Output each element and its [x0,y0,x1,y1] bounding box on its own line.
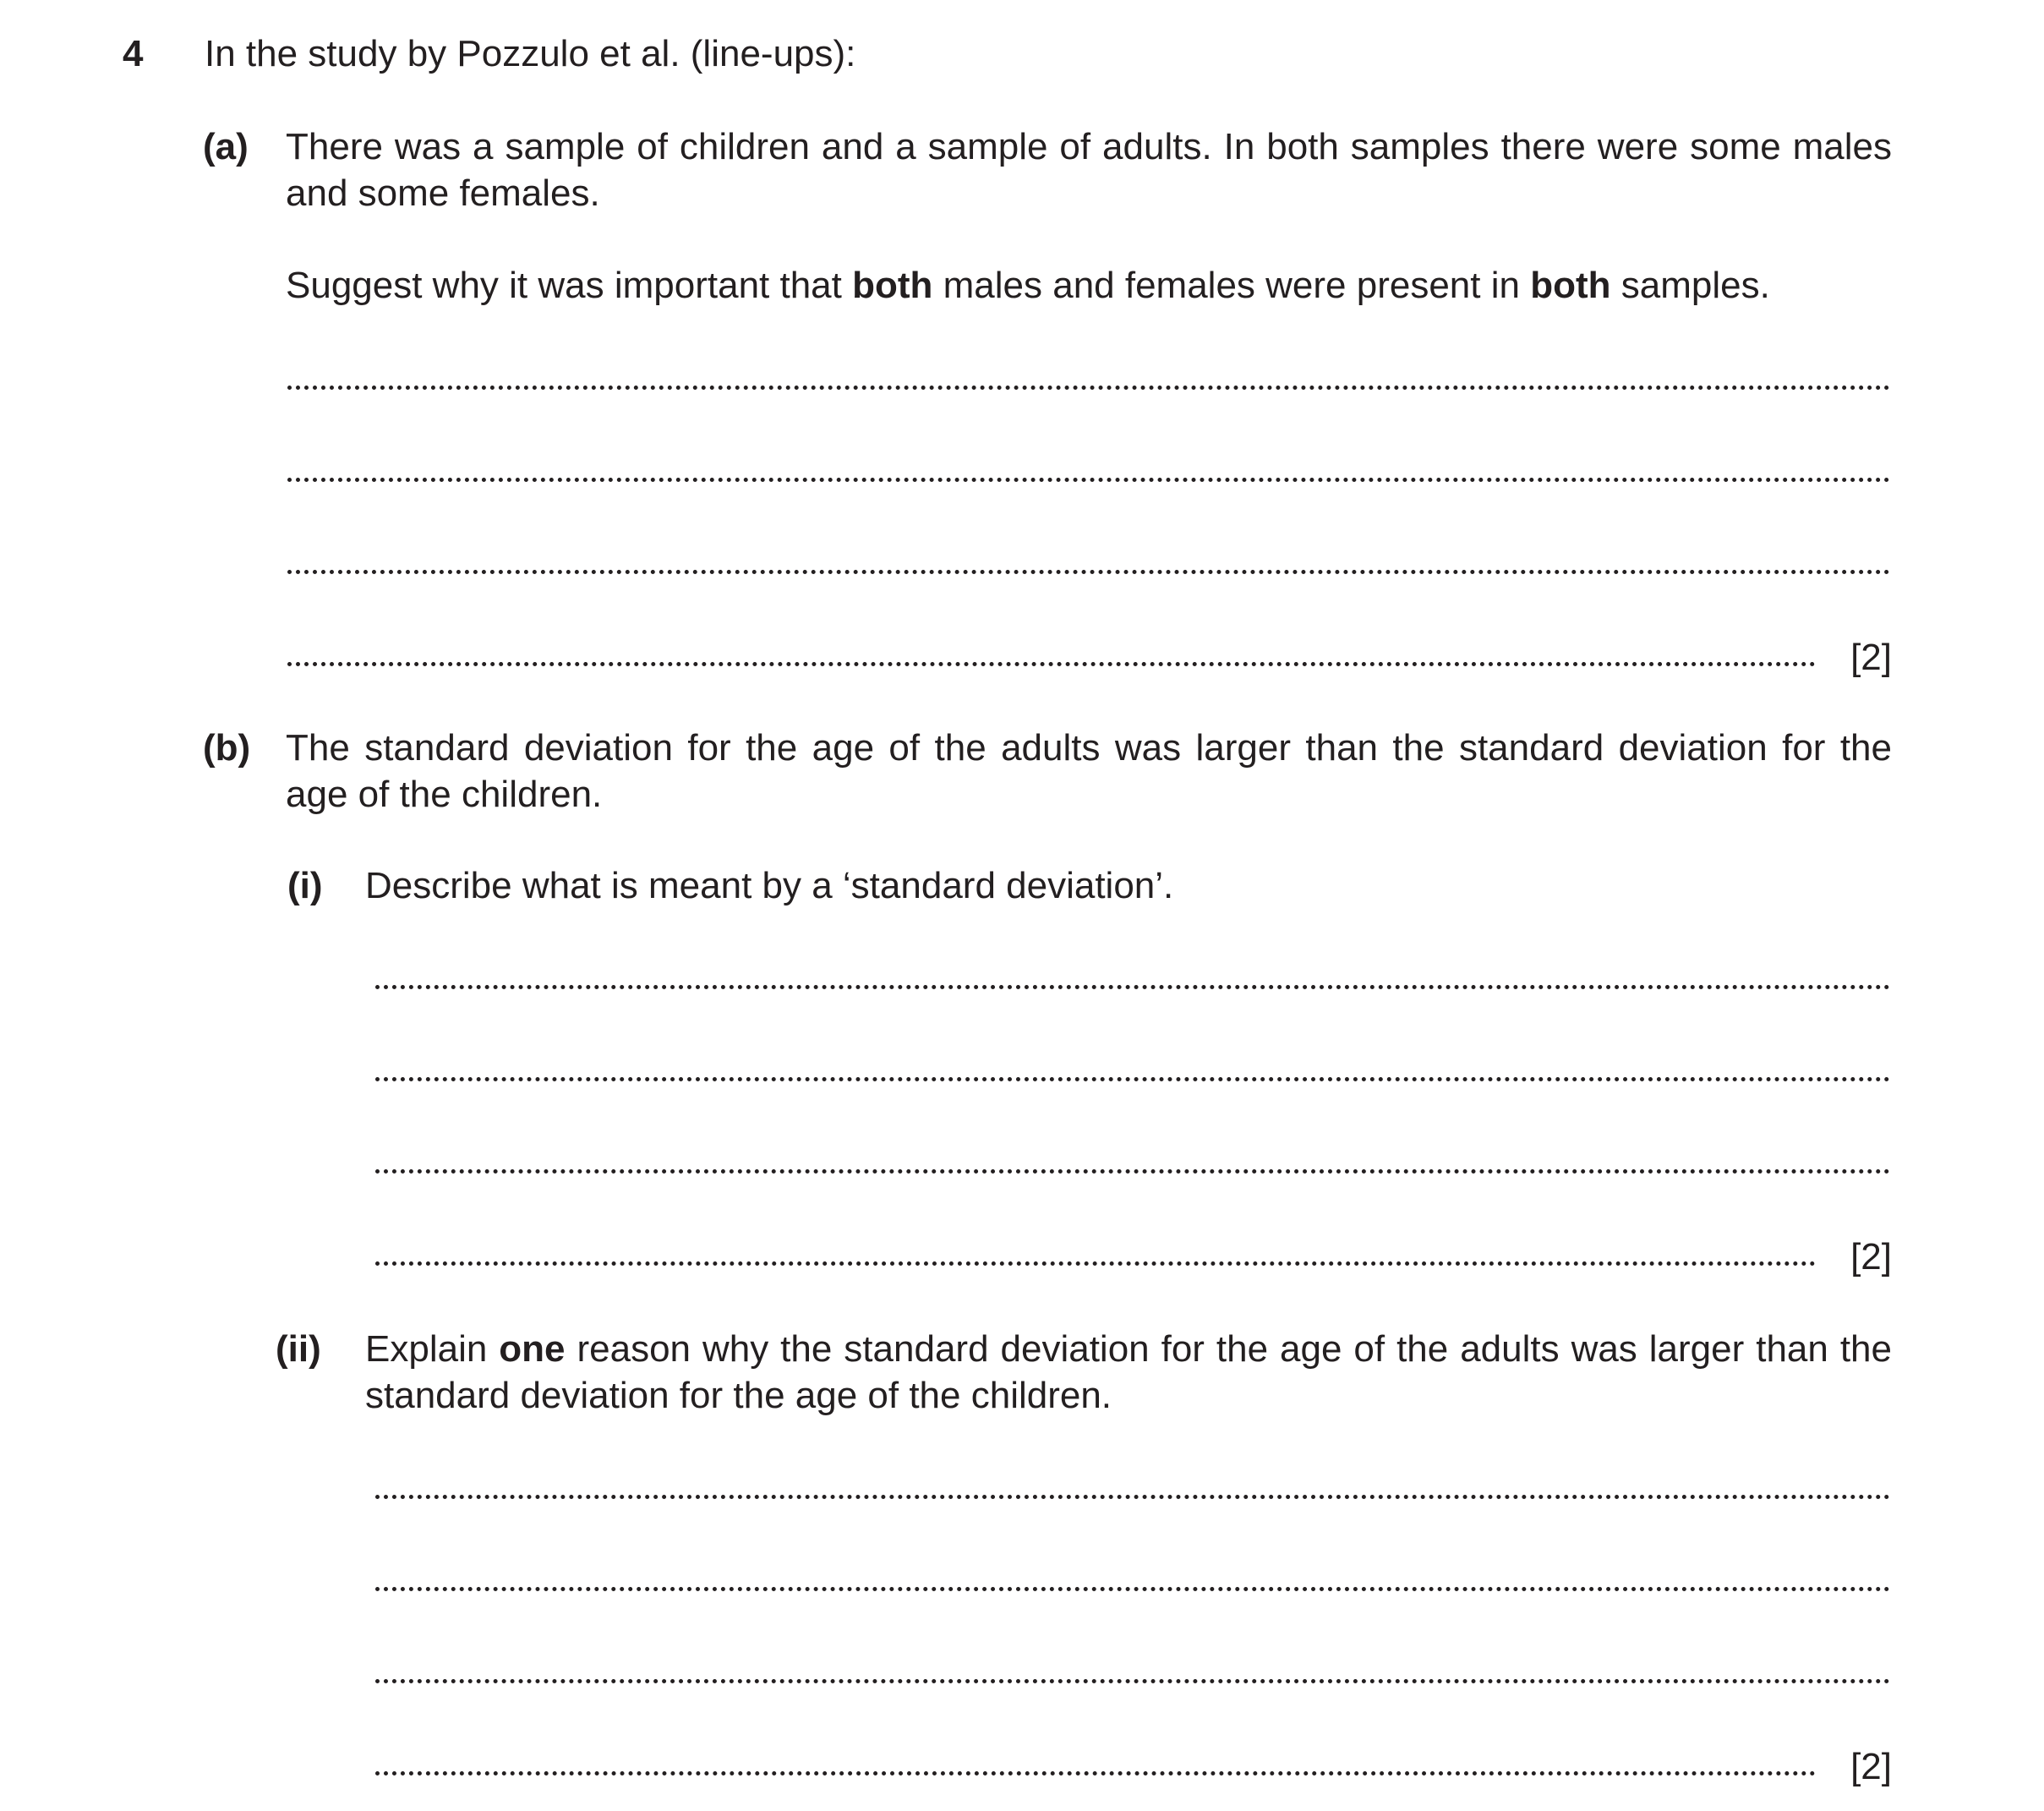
part-b-i-marks: [2] [1850,1236,1892,1278]
part-b-i-answer-line-4[interactable] [375,1261,1816,1266]
part-a-stem: There was a sample of children and a sample of adults. In both samples there were some males and some females. [286,126,1892,214]
question-number: 4 [123,33,144,74]
part-b-i-label: (i) [287,865,323,906]
part-b-ii-marks: [2] [1850,1746,1892,1787]
part-a-answer-line-1[interactable] [287,386,1890,390]
part-a-prompt-emphasis-2: both [1530,265,1611,306]
part-b-i-answer-line-1[interactable] [375,985,1890,989]
part-a-label: (a) [203,126,249,167]
part-b-ii-answer-line-1[interactable] [375,1495,1890,1499]
part-b-i-answer-line-2[interactable] [375,1077,1890,1081]
part-b-ii-answer-line-2[interactable] [375,1587,1890,1591]
part-a-marks: [2] [1850,637,1892,678]
part-b-label: (b) [203,727,251,769]
part-b-ii-label: (ii) [276,1328,321,1370]
part-b-i-prompt: Describe what is meant by a ‘standard deviation’. [365,865,1174,906]
part-b-ii-prompt [365,1326,1892,1419]
question-intro: In the study by Pozzulo et al. (line-ups): [205,33,856,74]
part-a-answer-line-2[interactable] [287,478,1890,482]
part-a-prompt-emphasis-1: both [852,265,933,306]
part-a-prompt-text-3: samples. [1610,265,1770,306]
part-b-ii-prompt-emphasis: one [499,1328,566,1370]
part-a-prompt-text-1: Suggest why it was important that [286,265,853,306]
part-a-prompt [286,262,1770,309]
part-b-i-answer-line-3[interactable] [375,1169,1890,1174]
part-a-answer-line-3[interactable] [287,570,1890,574]
part-b-ii-answer-line-3[interactable] [375,1679,1890,1683]
part-a-prompt-text-2: males and females were present in [932,265,1531,306]
part-b-ii-answer-line-4[interactable] [375,1771,1816,1775]
part-b-stem: The standard deviation for the age of the adults was larger than the standard deviation for the age of the children. [286,727,1892,815]
part-b-ii-prompt-text-1: Explain [365,1328,500,1370]
part-a-answer-line-4[interactable] [287,662,1816,666]
part-b-ii-prompt-text-2: reason why the standard deviation for the age of the adults was larger than the standard deviation for the age of the children. [365,1328,1892,1416]
